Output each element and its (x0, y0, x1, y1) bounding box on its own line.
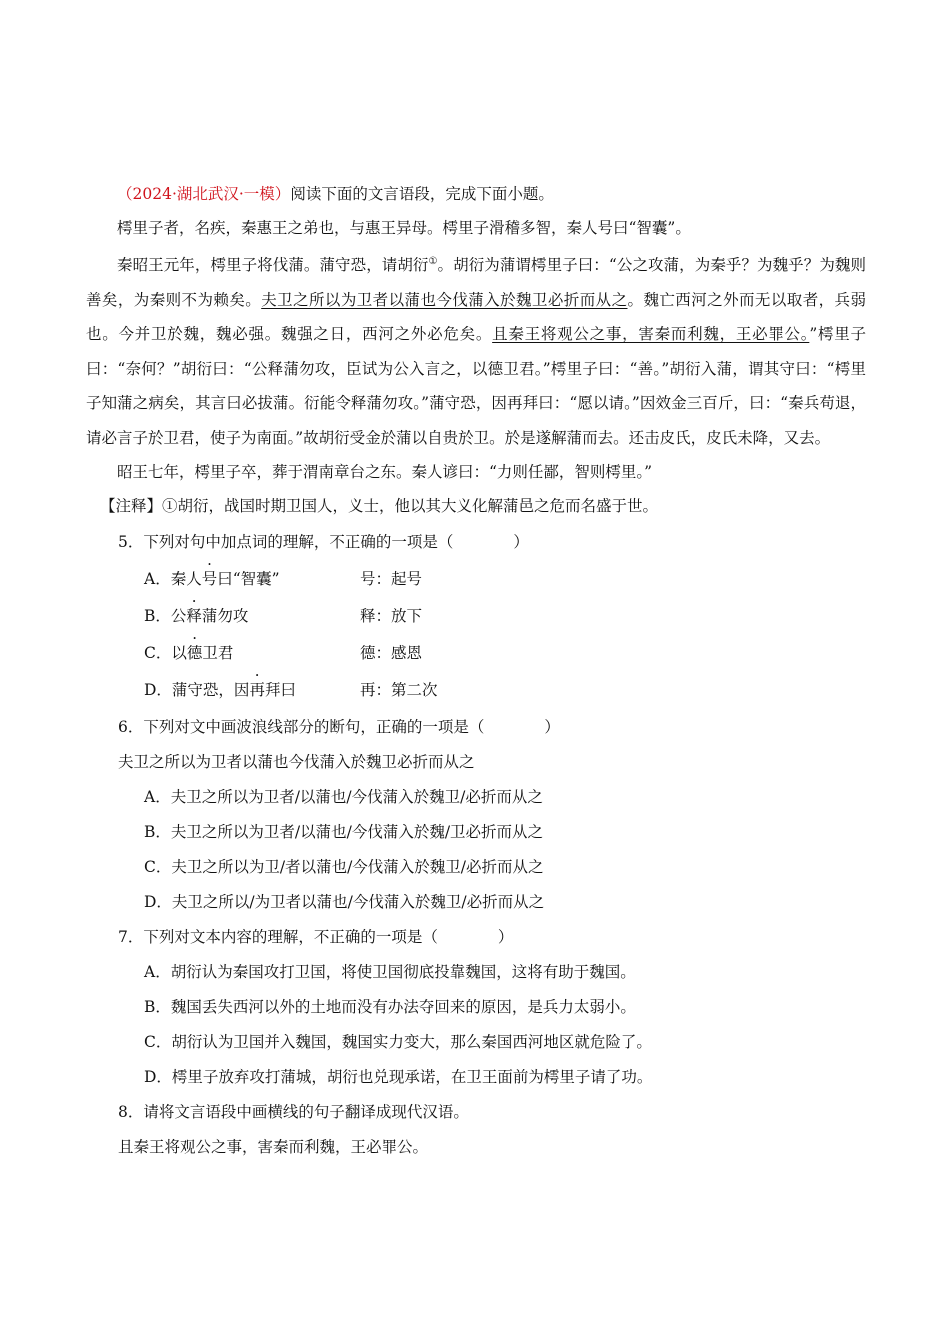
annotation-text: ①胡衍，战国时期卫国人，义士，他以其大义化解蒲邑之危而名盛于世。 (162, 497, 659, 516)
question-7-option-d[interactable]: D．樗里子放弃攻打蒲城，胡衍也兑现承诺，在卫王面前为樗里子请了功。 (144, 1068, 653, 1087)
option-text: 蒲勿攻 (201, 607, 249, 626)
instruction-text: 阅读下面的文言语段，完成下面小题。 (290, 185, 554, 203)
option-text: 拜曰 (264, 681, 296, 700)
question-6-option-c[interactable]: C．夫卫之所以为卫/者以蒲也/今伐蒲入於魏卫/必折而从之 (144, 858, 544, 877)
paren-close: ） (497, 928, 514, 947)
question-5-text: 5．下列对句中加点词的理解，不正确的一项是（ (118, 533, 454, 552)
question-6-option-d[interactable]: D．夫卫之所以/为卫者以蒲也/今伐蒲入於魏卫/必折而从之 (144, 893, 545, 912)
passage-text: 秦昭王元年，樗里子将伐蒲。蒲守恐，请胡衍 (117, 256, 429, 275)
option-gloss: 再：第二次 (360, 681, 438, 700)
question-5-option-c[interactable] (86, 643, 866, 663)
question-6-text: 6．下列对文中画波浪线部分的断句，正确的一项是（ (118, 718, 485, 737)
question-7-option-b[interactable]: B．魏国丢失西河以外的土地而没有办法夺回来的原因，是兵力太弱小。 (144, 998, 636, 1017)
question-7-stem (86, 927, 866, 947)
passage-paragraph-2 (86, 245, 866, 455)
question-7-text: 7．下列对文本内容的理解，不正确的一项是（ (118, 928, 438, 947)
option-text: 曰“智囊” (217, 570, 280, 589)
question-5-option-d[interactable] (86, 680, 866, 700)
question-5-option-b[interactable] (86, 606, 866, 626)
option-text: B．公 (144, 607, 187, 626)
question-header (86, 184, 866, 204)
question-5-option-a[interactable] (86, 569, 866, 589)
document-page (86, 184, 866, 1157)
passage-paragraph-3: 昭王七年，樗里子卒，葬于渭南章台之东。秦人谚曰：“力则任鄙，智则樗里。” (117, 463, 653, 482)
dotted-word: 号 (201, 570, 218, 589)
question-6-stem (86, 717, 866, 737)
paren-close: ） (544, 718, 560, 737)
question-6-option-a[interactable]: A．夫卫之所以为卫者/以蒲也/今伐蒲入於魏卫/必折而从之 (144, 788, 543, 807)
option-gloss: 释：放下 (360, 607, 423, 626)
question-7-option-a[interactable]: A．胡衍认为秦国攻打卫国，将使卫国彻底投靠魏国，这将有助于魏国。 (144, 963, 636, 982)
passage-paragraph-1: 樗里子者，名疾，秦惠王之弟也，与惠王异母。樗里子滑稽多智，秦人号曰“智囊”。 (117, 219, 691, 237)
dotted-word: 再 (249, 681, 265, 700)
question-5-stem (86, 532, 866, 552)
passage-text: 。胡衍为蒲谓樗里子曰：“公之攻蒲，为秦乎？为魏乎？为魏则善矣，为秦则不为赖矣。 (86, 256, 866, 309)
question-6-sentence: 夫卫之所以为卫者以蒲也今伐蒲入於魏卫必折而从之 (118, 753, 475, 772)
dotted-word: 德 (186, 644, 203, 663)
annotation (86, 496, 866, 516)
underlined-sentence: 且秦王将观公之事，害秦而利魏，王必罪公。 (492, 325, 810, 344)
source-tag: （2024·湖北武汉·一模） (117, 185, 291, 203)
passage-text: ”樗里子曰：“奈何？”胡衍曰：“公释蒲勿攻，臣试为公入言之，以德卫君。”樗里子曰：“善。”胡衍入蒲，谓其守曰：“樗里子知蒲之病矣，其言曰必拔蒲。衍能令释蒲勿攻。”蒲守恐，因再拜曰：“愿以请。”因效金三百斤，曰：“秦兵苟退，请必言子於卫君，使子为南面。”故胡衍受金於蒲以自贵於卫。於是遂解蒲而去。还击皮氏，皮氏未降，又去。 (86, 325, 866, 447)
question-8-stem: 8．请将文言语段中画横线的句子翻译成现代汉语。 (118, 1103, 469, 1122)
option-text: C．以 (144, 644, 187, 663)
option-text: A．秦人 (144, 570, 202, 589)
passage-text: 。魏亡西河之外而无以取者，兵弱也。今并卫於魏，魏必强。魏强之日，西河之外必危矣。 (86, 290, 866, 344)
wavy-line-sentence: 夫卫之所以为卫者以蒲也今伐蒲入於魏卫必折而从之 (261, 290, 628, 309)
option-gloss: 号：起号 (360, 570, 423, 589)
question-7-option-c[interactable]: C．胡衍认为卫国并入魏国，魏国实力变大，那么秦国西河地区就危险了。 (144, 1033, 652, 1052)
footnote-marker: ① (428, 256, 438, 267)
annotation-label: 【注释】 (100, 497, 163, 516)
dotted-word: 释 (186, 607, 202, 626)
option-gloss: 德：感恩 (360, 644, 423, 663)
option-text: D．蒲守恐，因 (144, 681, 250, 700)
question-8-sentence: 且秦王将观公之事，害秦而利魏，王必罪公。 (118, 1138, 429, 1157)
option-text: 卫君 (202, 644, 234, 663)
paren-close: ） (513, 533, 529, 552)
question-6-option-b[interactable]: B．夫卫之所以为卫者/以蒲也/今伐蒲入於魏/卫必折而从之 (144, 823, 544, 842)
